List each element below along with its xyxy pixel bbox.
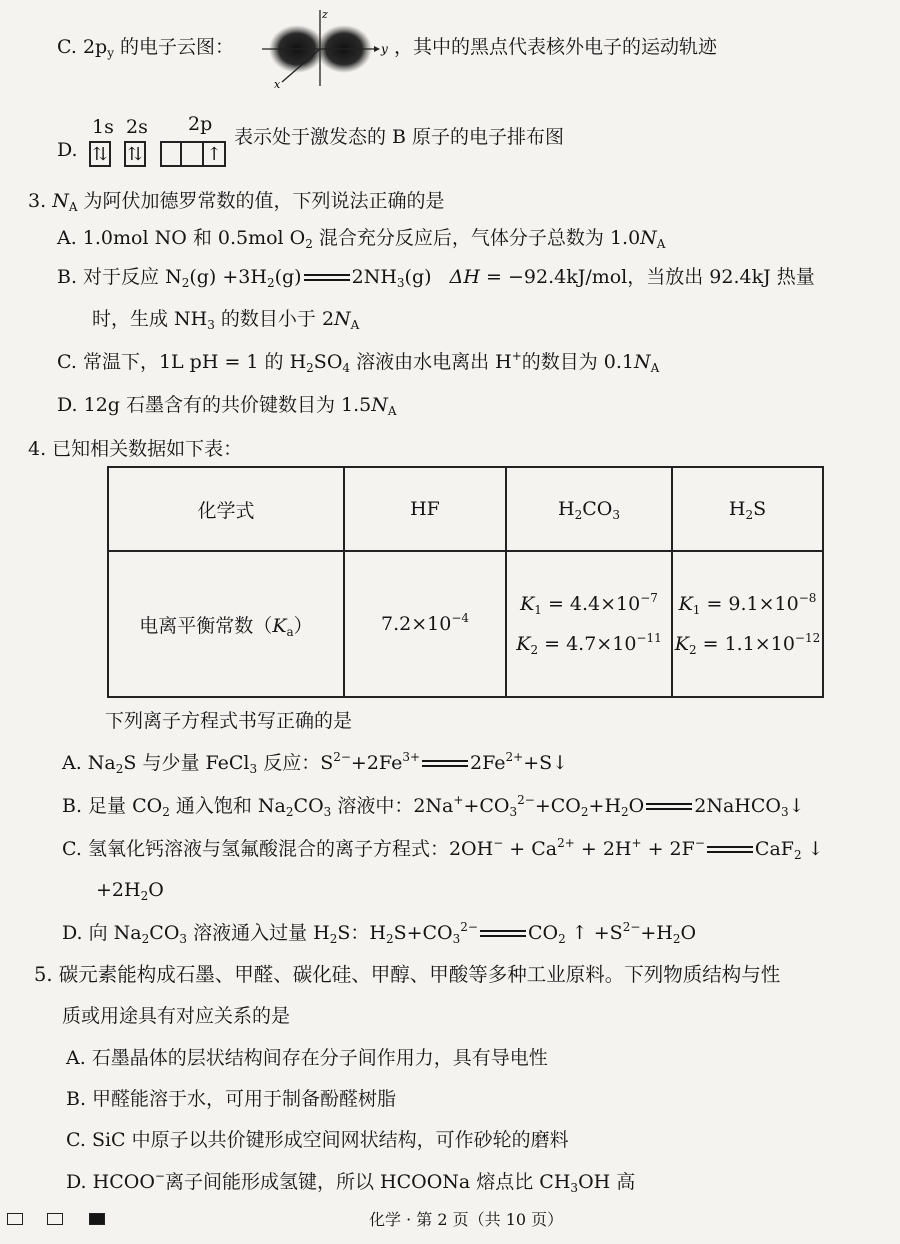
orbital-1s-cell: ⇅ — [89, 141, 111, 167]
q2-option-c-tail: ，其中的黑点代表核外电子的运动轨迹 — [394, 36, 718, 58]
table-header-row — [108, 467, 823, 551]
q2-option-c: C. $2p_y$ 的电子云图： — [57, 36, 235, 60]
electron-cloud-2py-figure — [252, 6, 392, 90]
q3-option-c: C. 常温下，1L pH = 1 的 $H_2SO_4$ 溶液由水电离出 H+的数目为 $0.1N_A$ — [57, 349, 660, 375]
footer-square-empty-1 — [7, 1213, 23, 1225]
orbital-label-2s: 2s — [126, 116, 148, 138]
q4-ask: 下列离子方程式书写正确的是 — [105, 710, 353, 732]
q3-option-d: D. 12g 石墨含有的共价键数目为 $1.5N_A$ — [57, 394, 397, 418]
q4-option-b: B. 足量 $CO_2$ 通入饱和 $Na_2CO_3$ 溶液中：$2Na^++CO_3^{2-}+CO_2+H_2O$ 2NaHCO$_3$↓ — [62, 793, 805, 819]
table-data-row — [108, 551, 823, 697]
axis-y-label: y — [381, 42, 388, 56]
q4-option-a: A. $Na_2S$ 与少量 FeCl$_3$ 反应：$S^{2-}+2Fe^{3+}$ $2Fe^{2+}+S↓$ — [62, 750, 569, 776]
q3-option-a: A. 1.0mol NO 和 0.5mol $O_2$ 混合充分反应后，气体分子总数为 $1.0N_A$ — [57, 227, 666, 251]
q3-option-b: B. 对于反应 $N_2(g) +3H_2(g)$ $2NH_3(g)$ ΔH = −92.4kJ/mol，当放出 92.4kJ 热量 — [57, 266, 815, 290]
axis-x-label: x — [274, 78, 281, 90]
footer-square-empty-2 — [47, 1213, 63, 1225]
orbital-box-1s — [89, 141, 111, 167]
q5-option-b: B. 甲醛能溶于水，可用于制备酚醛树脂 — [66, 1088, 397, 1110]
q5-stem-line2: 质或用途具有对应关系的是 — [62, 1005, 291, 1027]
header-hf: HF — [344, 467, 506, 551]
q5-option-a: A. 石墨晶体的层状结构间存在分子间作用力，具有导电性 — [66, 1047, 548, 1069]
ionization-constant-table — [107, 466, 824, 698]
header-h2co3: $H_2CO_3$ — [506, 467, 672, 551]
q5-option-c: C. SiC 中原子以共价键形成空间网状结构，可作砂轮的磨料 — [66, 1129, 569, 1151]
axis-z-label: z — [322, 8, 328, 21]
orbital-2py-cell — [182, 141, 204, 167]
cell-hf-ka: $7.2\times 10^{-4}$ — [344, 551, 506, 697]
orbital-label-1s: 1s — [92, 116, 114, 138]
row-label-ka: 电离平衡常数$(K_a)$ — [108, 551, 344, 697]
cell-h2s-ka: $K_1 = 9.1\times 10^{-8}$ $K_2 = 1.1\times 10^{-12}$ — [672, 551, 823, 697]
q4-option-c-cont: $+2H_2O$ — [96, 879, 164, 903]
orbital-2s-cell: ⇅ — [124, 141, 146, 167]
axis-y-arrow — [374, 46, 380, 52]
orbital-2px-cell — [160, 141, 182, 167]
q4-option-c: C. 氢氧化钙溶液与氢氟酸混合的离子方程式：$2OH^- + Ca^{2+} + 2H^+ + 2F^-$ CaF$_2$ ↓ — [62, 836, 824, 862]
orbital-box-2p — [160, 141, 226, 167]
cell-h2co3-ka: $K_1 = 4.4\times 10^{-7}$ $K_2 = 4.7\times 10^{-11}$ — [506, 551, 672, 697]
orbital-box-2s — [124, 141, 146, 167]
q5-option-d: D. HCOO−离子间能形成氢键，所以 HCOONa 熔点比 $CH_3OH$ 高 — [66, 1169, 636, 1195]
q2-option-d-text: 表示处于激发态的 B 原子的电子排布图 — [234, 126, 565, 148]
q4-option-d: D. 向 $Na_2CO_3$ 溶液通入过量 $H_2S$：$H_2S+CO_3^{2-}$ $CO_2$ ↑ $+S^{2-}+H_2O$ — [62, 920, 697, 946]
equilibrium-equals-sign — [304, 273, 350, 283]
footer-square-filled — [89, 1213, 105, 1225]
header-h2s: $H_2S$ — [672, 467, 823, 551]
q4-stem: 4. 已知相关数据如下表： — [28, 438, 243, 460]
q3-stem: 3. $N_A$ 为阿伏加德罗常数的值，下列说法正确的是 — [28, 190, 445, 214]
header-formula: 化学式 — [108, 467, 344, 551]
q2-option-d-prefix: D. — [57, 139, 78, 161]
orbital-2pz-cell: ↑ — [204, 141, 226, 167]
orbital-label-2p: 2p — [188, 113, 213, 135]
q3-option-b-cont: 时，生成 $NH_3$ 的数目小于 $2N_A$ — [92, 308, 360, 332]
page-footer-number: 化学 · 第 2 页（共 10 页） — [369, 1210, 564, 1229]
q5-stem-line1: 5. 碳元素能构成石墨、甲醛、碳化硅、甲醇、甲酸等多种工业原料。下列物质结构与性 — [34, 963, 781, 986]
